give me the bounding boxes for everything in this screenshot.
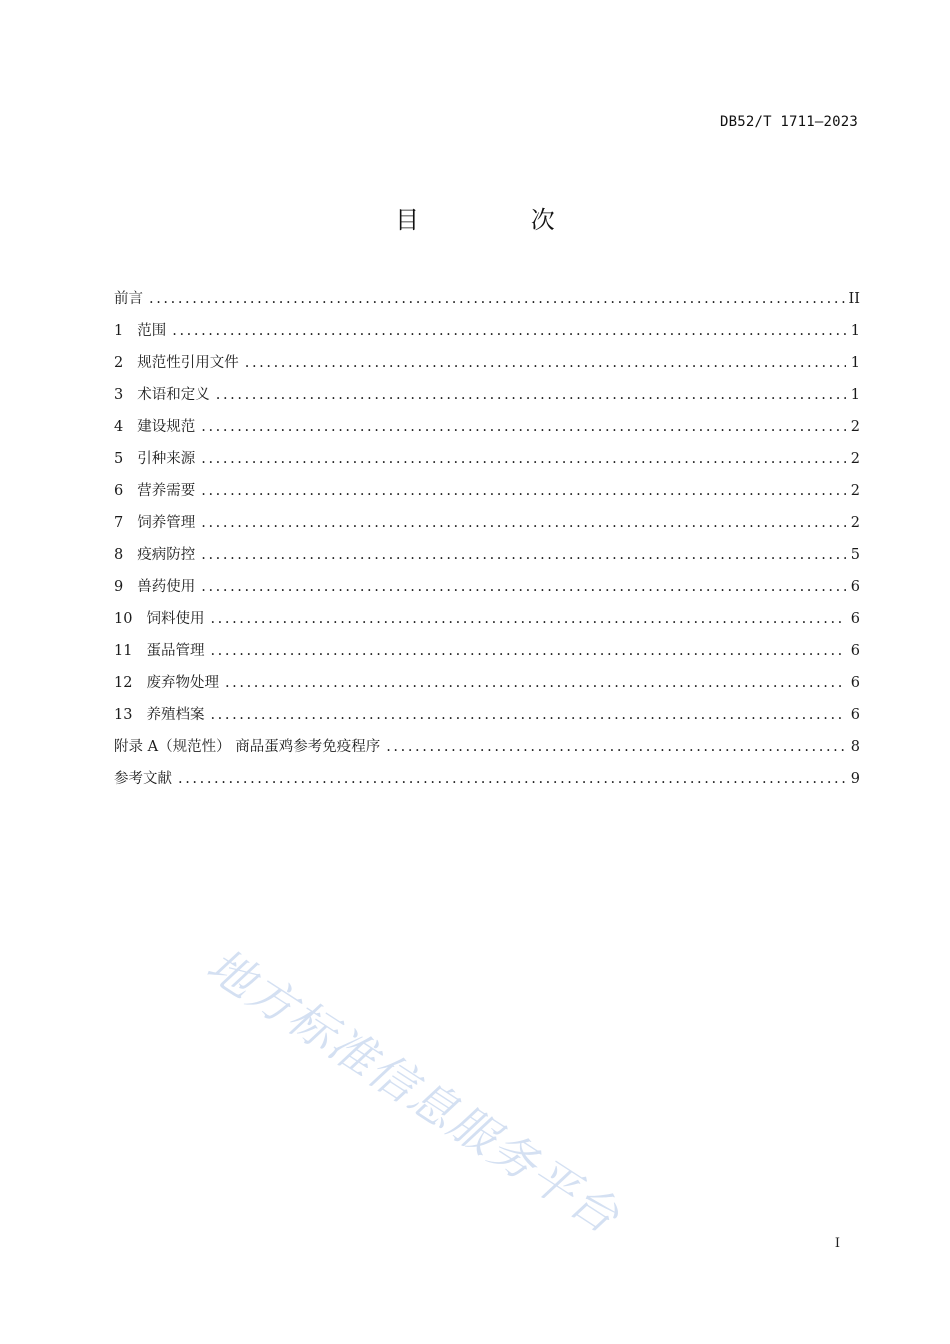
toc-entry-page: 1 xyxy=(850,355,860,371)
toc-entry-page: 9 xyxy=(850,771,860,787)
toc-entry-10[interactable] xyxy=(114,606,860,638)
toc-leader-dots xyxy=(172,318,846,344)
toc-entry-page: 2 xyxy=(850,483,860,499)
toc-entry-4[interactable] xyxy=(114,414,860,446)
toc-entry-label: 术语和定义 xyxy=(137,387,210,403)
toc-entry-label: 废弃物处理 xyxy=(146,675,219,691)
toc-entry-number: 11 xyxy=(114,643,133,659)
table-of-contents xyxy=(114,286,860,798)
toc-leader-dots xyxy=(201,478,846,504)
toc-entry-13[interactable] xyxy=(114,702,860,734)
toc-leader-dots xyxy=(210,606,846,632)
toc-entry-page: 6 xyxy=(850,611,860,627)
toc-entry-page: 6 xyxy=(850,643,860,659)
toc-entry-label: 引种来源 xyxy=(137,451,196,467)
toc-entry-number: 5 xyxy=(114,451,124,467)
toc-entry-label: 附录 A（规范性） 商品蛋鸡参考免疫程序 xyxy=(114,739,381,755)
toc-entry-page: 6 xyxy=(850,579,860,595)
toc-entry-page: 6 xyxy=(850,675,860,691)
toc-entry-label: 前言 xyxy=(114,291,143,307)
page-title: 目 次 xyxy=(395,206,607,234)
toc-leader-dots xyxy=(201,542,846,568)
toc-leader-dots xyxy=(201,574,846,600)
toc-entry-11[interactable] xyxy=(114,638,860,670)
toc-leader-dots xyxy=(210,638,846,664)
toc-entry-label: 范围 xyxy=(137,323,167,339)
toc-entry-6[interactable] xyxy=(114,478,860,510)
toc-entry-label: 营养需要 xyxy=(137,483,196,499)
toc-leader-dots xyxy=(178,766,846,792)
toc-entry-page: 2 xyxy=(850,451,860,467)
toc-entry-9[interactable] xyxy=(114,574,860,606)
toc-entry-page: 1 xyxy=(850,323,860,339)
toc-leader-dots xyxy=(386,734,846,760)
toc-entry-page: 2 xyxy=(850,419,860,435)
toc-entry-number: 9 xyxy=(114,579,124,595)
toc-entry-label: 饲养管理 xyxy=(137,515,196,531)
toc-leader-dots xyxy=(216,382,846,408)
toc-entry-number: 7 xyxy=(114,515,124,531)
toc-entry-label: 兽药使用 xyxy=(137,579,196,595)
toc-leader-dots xyxy=(201,446,846,472)
toc-entry-label: 规范性引用文件 xyxy=(137,355,239,371)
toc-entry-label: 建设规范 xyxy=(137,419,196,435)
toc-entry-2[interactable] xyxy=(114,350,860,382)
toc-entry-7[interactable] xyxy=(114,510,860,542)
toc-entry-label: 参考文献 xyxy=(114,771,172,787)
toc-entry-page: 1 xyxy=(850,387,860,403)
toc-entry-number: 12 xyxy=(114,675,133,691)
toc-leader-dots xyxy=(245,350,846,376)
toc-entry-8[interactable] xyxy=(114,542,860,574)
toc-leader-dots xyxy=(225,670,846,696)
toc-entry-page: 5 xyxy=(850,547,860,563)
toc-entry-label: 蛋品管理 xyxy=(146,643,205,659)
toc-entry-12[interactable] xyxy=(114,670,860,702)
toc-entry-label: 养殖档案 xyxy=(146,707,205,723)
toc-leader-dots xyxy=(201,510,846,536)
toc-entry-number: 6 xyxy=(114,483,124,499)
toc-entry-number: 3 xyxy=(114,387,124,403)
toc-entry-1[interactable] xyxy=(114,318,860,350)
toc-entry-number: 2 xyxy=(114,355,124,371)
watermark: 地方标准信息服务平台 xyxy=(197,937,630,1245)
toc-entry-number: 10 xyxy=(114,611,133,627)
toc-entry-number: 13 xyxy=(114,707,133,723)
toc-entry-appendix-a[interactable] xyxy=(114,734,860,766)
toc-leader-dots xyxy=(149,286,845,312)
toc-entry-3[interactable] xyxy=(114,382,860,414)
toc-entry-label: 饲料使用 xyxy=(146,611,205,627)
toc-entry-5[interactable] xyxy=(114,446,860,478)
toc-entry-number: 4 xyxy=(114,419,124,435)
toc-entry-page: 6 xyxy=(850,707,860,723)
toc-entry-label: 疫病防控 xyxy=(137,547,196,563)
toc-entry-number: 8 xyxy=(114,547,124,563)
toc-entry-page: 8 xyxy=(850,739,860,755)
toc-entry-number: 1 xyxy=(114,323,124,339)
toc-leader-dots xyxy=(201,414,846,440)
toc-entry-page: II xyxy=(848,291,860,307)
toc-entry-foreword[interactable] xyxy=(114,286,860,318)
toc-leader-dots xyxy=(210,702,846,728)
page-number: I xyxy=(834,1236,840,1251)
document-code: DB52/T 1711—2023 xyxy=(719,114,858,130)
toc-entry-references[interactable] xyxy=(114,766,860,798)
toc-entry-page: 2 xyxy=(850,515,860,531)
